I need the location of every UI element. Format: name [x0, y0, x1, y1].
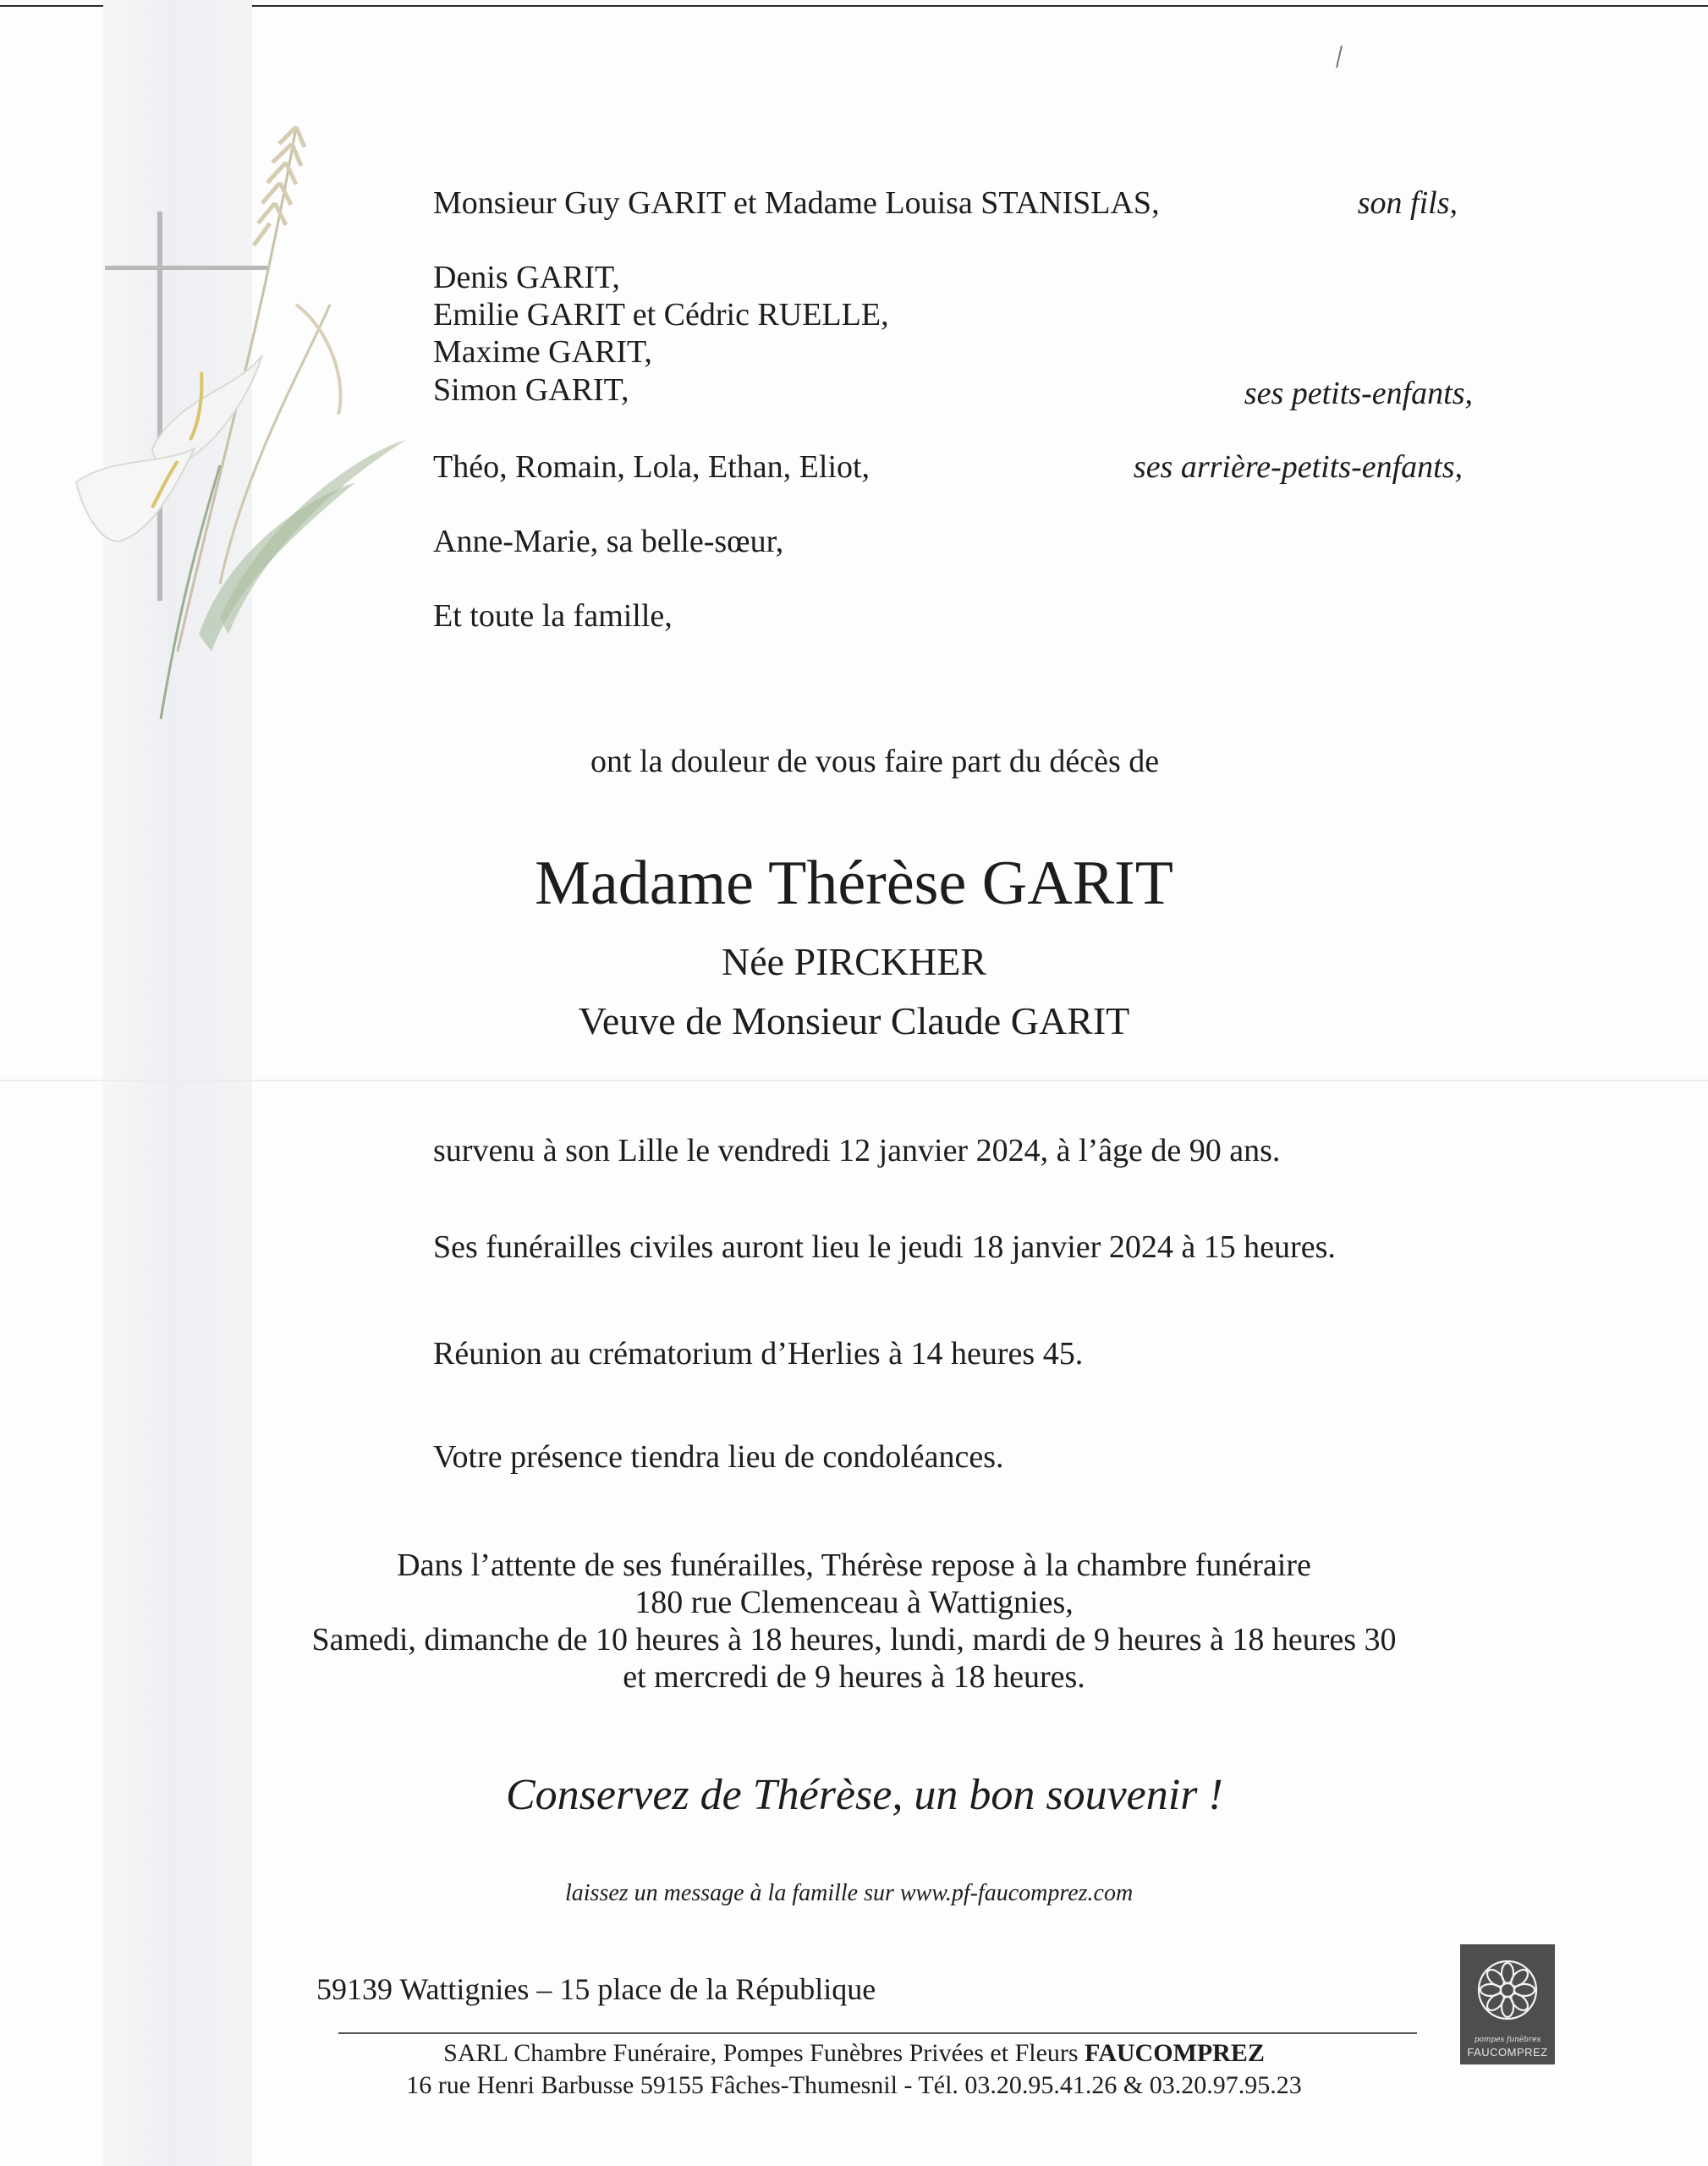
meeting-details: Réunion au crématorium d’Herlies à 14 heures 45. [433, 1336, 1084, 1372]
viewing-line: et mercredi de 9 heures à 18 heures. [623, 1659, 1085, 1695]
website-message: laissez un message à la famille sur www.pf-faucomprez.com [565, 1880, 1134, 1906]
announcement-text: ont la douleur de vous faire part du décès de [590, 744, 1160, 779]
footer-company-name: FAUCOMPREZ [1085, 2039, 1265, 2067]
son-relation: son fils, [1357, 185, 1458, 221]
viewing-line: Dans l’attente de ses funérailles, Thérèse repose à la chambre funéraire [397, 1548, 1311, 1583]
footer-company [0, 2039, 1708, 2068]
condolences-note: Votre présence tiendra lieu de condoléances. [433, 1439, 1004, 1475]
son-names: Monsieur Guy GARIT et Madame Louisa STANISLAS, [433, 185, 1160, 221]
whole-family: Et toute la famille, [433, 598, 673, 634]
faucomprez-logo [1460, 1944, 1555, 2064]
pen-mark-icon [1333, 44, 1345, 69]
closing-message: Conservez de Thérèse, un bon souvenir ! [506, 1771, 1223, 1819]
cross-icon [105, 212, 267, 601]
viewing-line: Samedi, dimanche de 10 heures à 18 heures, lundi, mardi de 9 heures à 18 heures 30 [311, 1622, 1397, 1657]
fold-line [0, 1080, 1708, 1081]
great-grandchildren: Théo, Romain, Lola, Ethan, Eliot, [433, 449, 870, 485]
death-details: survenu à son Lille le vendredi 12 janvier 2024, à l’âge de 90 ans. [433, 1133, 1281, 1168]
grandchild-line: Simon GARIT, [433, 372, 629, 408]
lily-icon [76, 355, 406, 719]
viewing-line: 180 rue Clemenceau à Wattignies, [634, 1585, 1074, 1620]
great-grandchildren-relation: ses arrière-petits-enfants, [1133, 449, 1463, 485]
logo-brand: FAUCOMPREZ [1467, 2046, 1548, 2059]
sister-in-law: Anne-Marie, sa belle-sœur, [433, 524, 784, 559]
grandchild-line: Denis GARIT, [433, 260, 620, 295]
footer-address: 59139 Wattignies – 15 place de la République [316, 1972, 876, 2006]
cross-lily-decoration [51, 110, 406, 753]
grandchild-line: Emilie GARIT et Cédric RUELLE, [433, 297, 889, 333]
funeral-details: Ses funérailles civiles auront lieu le jeudi 18 janvier 2024 à 15 heures. [433, 1229, 1336, 1265]
grandchild-line: Maxime GARIT, [433, 334, 652, 370]
deceased-widow-of: Veuve de Monsieur Claude GARIT [578, 999, 1130, 1042]
footer-contact: 16 rue Henri Barbusse 59155 Fâches-Thumesnil - Tél. 03.20.95.41.26 & 03.20.97.95.23 [406, 2071, 1302, 2099]
deceased-maiden-name: Née PIRCKHER [721, 940, 987, 983]
flower-rosette-icon [1460, 1951, 1555, 2036]
grandchildren-relation: ses petits-enfants, [1244, 376, 1473, 411]
top-rule [0, 5, 1708, 7]
footer-separator [338, 2032, 1417, 2034]
logo-tagline: pompes funèbres [1474, 2036, 1541, 2044]
footer-company-prefix: SARL Chambre Funéraire, Pompes Funèbres Privées et Fleurs [443, 2039, 1079, 2067]
deceased-name: Madame Thérèse GARIT [535, 849, 1173, 918]
